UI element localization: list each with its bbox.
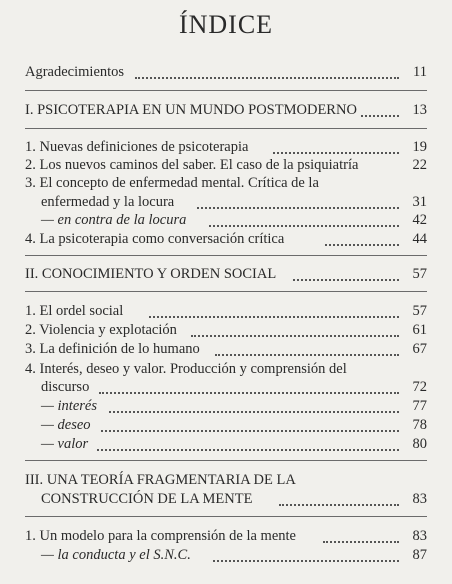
toc-entry-text: II. CONOCIMIENTO Y ORDEN SOCIAL <box>25 265 279 283</box>
toc-entry-text: — interés <box>41 397 100 415</box>
section-divider <box>25 460 427 461</box>
toc-entry-page: 78 <box>409 416 428 434</box>
toc-entry-page: 57 <box>409 265 428 283</box>
toc-entry <box>25 340 427 362</box>
leader-dots <box>273 142 399 154</box>
toc-entry <box>41 435 427 457</box>
toc-entry-text: — la conducta y el S.N.C. <box>41 546 194 564</box>
leader-dots <box>213 550 399 562</box>
toc-entry-page: 83 <box>409 490 428 508</box>
toc-entry-page: 31 <box>409 193 428 211</box>
toc-entry-part-3 <box>41 490 427 512</box>
toc-entry-text: I. PSICOTERAPIA EN UN MUNDO POSTMODERNO <box>25 101 360 119</box>
leader-dots <box>197 197 399 209</box>
leader-dots <box>209 215 399 227</box>
leader-dots <box>191 325 399 337</box>
toc-entry-page: 42 <box>409 211 428 229</box>
toc-entry-acknowledgements <box>25 63 427 85</box>
toc-entry-text: 1. Nuevas definiciones de psicoterapia <box>25 138 251 156</box>
section-divider <box>25 291 427 292</box>
section-divider <box>25 516 427 517</box>
toc-entry-text: 4. La psicoterapia como conversación crítica <box>25 230 287 248</box>
toc-entry-page: 83 <box>409 527 428 545</box>
leader-dots <box>325 234 399 246</box>
toc-entry-text: III. UNA TEORÍA FRAGMENTARIA DE LA <box>25 472 296 488</box>
toc-entry <box>41 546 427 568</box>
leader-dots <box>323 531 399 543</box>
toc-entry-page: 77 <box>409 397 428 415</box>
toc-entry-text: discurso <box>41 378 92 396</box>
toc-entry-text: 1. El ordel social <box>25 302 126 320</box>
section-divider <box>25 90 427 91</box>
toc-entry-page: 61 <box>409 321 428 339</box>
toc-entry-page: 67 <box>409 340 428 358</box>
leader-dots <box>279 494 399 506</box>
toc-entry-page: 87 <box>409 546 428 564</box>
leader-dots <box>149 306 399 318</box>
toc-entry-text: CONSTRUCCIÓN DE LA MENTE <box>41 490 255 508</box>
section-divider <box>25 128 427 129</box>
toc-entry-text: 3. La definición de lo humano <box>25 340 203 358</box>
toc-entry-page: 22 <box>409 156 428 174</box>
toc-entry-text: 2. Violencia y explotación <box>25 321 180 339</box>
toc-entry-text: Agradecimientos <box>25 63 127 81</box>
leader-dots <box>97 439 399 451</box>
leader-dots <box>109 401 399 413</box>
toc-entry-text: 4. Interés, deseo y valor. Producción y comprensión del <box>25 361 347 377</box>
leader-dots <box>135 67 399 79</box>
toc-entry-text: 1. Un modelo para la comprensión de la mente <box>25 527 299 545</box>
toc-entry-page: 80 <box>409 435 428 453</box>
toc-entry-text: enfermedad y la locura <box>41 193 177 211</box>
toc-entry-text: 3. El concepto de enfermedad mental. Crítica de la <box>25 175 319 191</box>
leader-dots <box>99 382 399 394</box>
toc-entry-page: 44 <box>409 230 428 248</box>
toc-entry-page: 11 <box>409 63 427 81</box>
toc-entry-text: — valor <box>41 435 91 453</box>
index-title: ÍNDICE <box>178 10 274 39</box>
leader-dots <box>215 344 399 356</box>
leader-dots <box>101 420 399 432</box>
toc-entry-part-2 <box>25 265 427 287</box>
section-divider <box>25 255 427 256</box>
leader-dots <box>293 269 399 281</box>
toc-entry-text: 2. Los nuevos caminos del saber. El caso de la psiquiatría <box>25 156 361 174</box>
toc-entry-page: 13 <box>409 101 428 119</box>
toc-entry-text: — deseo <box>41 416 94 434</box>
toc-entry-part-1 <box>25 101 427 123</box>
toc-entry-page: 57 <box>409 302 428 320</box>
toc-entry <box>25 230 427 252</box>
toc-entry-page: 72 <box>409 378 428 396</box>
toc-entry-page: 19 <box>409 138 428 156</box>
toc-entry-text: — en contra de la locura <box>41 211 189 229</box>
